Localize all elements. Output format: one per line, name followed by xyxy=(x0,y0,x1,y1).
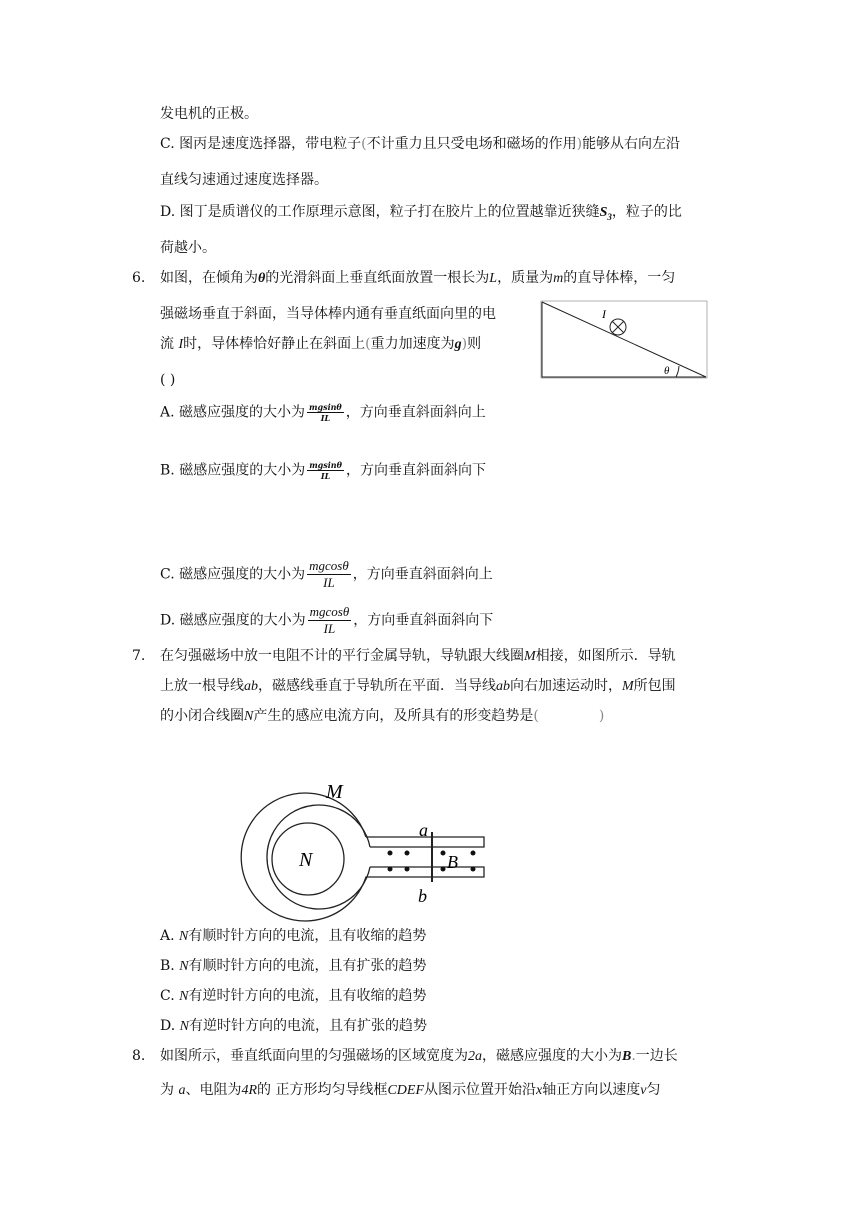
text-segment: 磁感应强度的大小为 xyxy=(179,404,306,421)
coil-m-label: M xyxy=(326,781,343,803)
fraction-denominator: IL xyxy=(323,575,335,590)
text-segment: 产生的感应电流方向，及所具有的形变趋势是 xyxy=(253,708,534,724)
question-number: 7. xyxy=(132,648,146,664)
field-dot xyxy=(405,867,410,872)
text-segment: ，粒子的比 xyxy=(611,204,682,220)
field-dot xyxy=(388,867,393,872)
symbol-ab: ab xyxy=(496,679,510,694)
text-segment: 有顺时针方向的电流，且有收缩的趋势 xyxy=(188,928,427,944)
symbol-g: g xyxy=(454,337,462,352)
symbol-m: m xyxy=(553,271,564,286)
text-segment: 一边长 xyxy=(635,1048,678,1064)
fraction xyxy=(307,460,344,481)
question-number: 6. xyxy=(132,270,146,286)
paren-mark: . xyxy=(631,1048,636,1064)
text-segment: ，方向垂直斜面斜向上 xyxy=(345,404,486,421)
symbol-v: v xyxy=(640,1083,647,1098)
text-segment: ，磁感应强度的大小为 xyxy=(482,1048,622,1064)
text-segment: 的直导体棒，一匀 xyxy=(563,270,676,286)
symbol-n: N xyxy=(179,989,189,1004)
option-c xyxy=(160,558,493,591)
paren-open: ( xyxy=(361,136,367,152)
symbol-n: N xyxy=(179,1019,189,1034)
text-segment: 磁感应强度的大小为 xyxy=(179,612,306,629)
text-segment: 在匀强磁场中放一电阻不计的平行金属导轨，导轨跟大线圈 xyxy=(160,648,524,664)
paren-close: ) xyxy=(576,136,583,152)
fraction xyxy=(308,604,352,637)
coil-n-label: N xyxy=(299,849,313,871)
text-segment: 有逆时针方向的电流，且有收缩的趋势 xyxy=(188,988,427,1004)
answer-blank: ( ) xyxy=(160,372,176,388)
symbol-b: B xyxy=(622,1049,632,1064)
text-segment: 向右加速运动时， xyxy=(510,678,622,694)
field-dot xyxy=(471,867,476,872)
text-segment: D. 图丁是质谱仪的工作原理示意图，粒子打在胶片上的位置越靠近狭缝 xyxy=(160,204,600,220)
text-segment: 如图所示，垂直纸面向里的匀强磁场的区域宽度为 xyxy=(160,1048,468,1064)
paren-open: ( xyxy=(533,708,539,724)
symbol-x: x xyxy=(536,1083,543,1098)
text-segment: 有逆时针方向的电流，且有扩张的趋势 xyxy=(188,1018,427,1034)
text-segment: 如图，在倾角为 xyxy=(160,270,258,286)
text-segment: 、电阻为 xyxy=(185,1082,242,1098)
q8-line1 xyxy=(160,1046,678,1067)
fraction-denominator: IL xyxy=(323,621,336,636)
option-label: D. xyxy=(160,1018,176,1034)
coil-rail-figure xyxy=(240,778,488,926)
fraction xyxy=(307,402,344,423)
text-segment: 流 xyxy=(160,336,174,352)
text-segment: 所包围 xyxy=(633,678,676,694)
option-label: D. xyxy=(160,612,176,629)
angle-arc xyxy=(676,366,679,377)
q8-line2 xyxy=(160,1080,660,1101)
text-segment: 直线匀速通过速度选择器。 xyxy=(160,172,328,188)
symbol-a: a xyxy=(178,1083,186,1098)
symbol-l: L xyxy=(489,271,498,286)
text-segment: ，方向垂直斜面斜向下 xyxy=(353,612,494,629)
symbol-i: I xyxy=(178,337,184,352)
text-segment: ，质量为 xyxy=(497,270,554,286)
label-b: b xyxy=(418,886,427,906)
field-b-label: B xyxy=(447,852,458,872)
q6-line1 xyxy=(160,268,675,289)
option-label: B. xyxy=(160,958,175,974)
text-segment: 为 xyxy=(160,1082,174,1098)
option-c-line2 xyxy=(160,170,328,190)
option-d-line1 xyxy=(160,202,682,227)
text-segment: 的光滑斜面上垂直纸面放置一根长为 xyxy=(265,270,490,286)
symbol-n: N xyxy=(179,959,189,974)
incline-figure xyxy=(540,300,710,382)
option-a xyxy=(160,402,486,423)
option-label: B. xyxy=(160,462,175,479)
text-segment: 荷越小。 xyxy=(160,240,216,256)
paren-open: ( xyxy=(365,336,371,352)
option-d xyxy=(160,1016,427,1037)
option-label: C. xyxy=(160,988,175,1004)
option-c-line1 xyxy=(160,134,680,154)
q6-line2 xyxy=(160,304,496,324)
paren-close: ) xyxy=(598,708,605,724)
text-segment: ，磁感线垂直于导轨所在平面．当导线 xyxy=(258,678,496,694)
option-a xyxy=(160,926,426,947)
fraction-denominator: IL xyxy=(320,413,331,423)
option-b xyxy=(160,956,427,977)
text-segment: 时，导体棒恰好静止在斜面上 xyxy=(183,336,366,352)
text-segment: 轴正方向以速度 xyxy=(542,1082,641,1098)
text-segment: 磁感应强度的大小为 xyxy=(179,566,306,583)
option-label: A. xyxy=(160,404,175,421)
symbol-m: M xyxy=(524,649,536,664)
field-dot xyxy=(388,851,393,856)
text-line xyxy=(160,104,258,124)
symbol-s: S xyxy=(599,205,608,220)
symbol-4r: 4R xyxy=(241,1083,258,1098)
text-segment: 发电机的正极。 xyxy=(160,106,258,122)
option-d xyxy=(160,604,493,637)
fraction-denominator: IL xyxy=(320,471,331,481)
text-segment: 不计重力且只受电场和磁场的作用 xyxy=(366,136,577,152)
field-dot xyxy=(405,851,410,856)
field-dot xyxy=(441,851,446,856)
symbol-cdef: CDEF xyxy=(387,1083,425,1098)
current-label: I xyxy=(602,307,606,321)
q7-line3 xyxy=(160,706,604,727)
field-dot xyxy=(441,867,446,872)
incline-triangle xyxy=(542,302,706,377)
field-dot xyxy=(471,851,476,856)
fraction xyxy=(307,558,351,591)
q7-line2 xyxy=(160,676,676,697)
text-segment: ，方向垂直斜面斜向下 xyxy=(345,462,486,479)
fraction-numerator: mgsinθ xyxy=(309,402,342,412)
text-segment: 重力加速度为 xyxy=(370,336,455,352)
option-c xyxy=(160,986,426,1007)
text-segment: C. 图丙是速度选择器，带电粒子 xyxy=(160,136,362,152)
text-segment: 有顺时针方向的电流，且有扩张的趋势 xyxy=(188,958,427,974)
question-number: 8. xyxy=(132,1048,146,1064)
text-segment: 磁感应强度的大小为 xyxy=(179,462,306,479)
fraction-numerator: mgsinθ xyxy=(309,460,342,470)
option-label: A. xyxy=(160,928,175,944)
text-segment: 相接，如图所示．导轨 xyxy=(535,648,676,664)
text-segment: 能够从右向左沿 xyxy=(582,136,681,152)
symbol-subscript: 3 xyxy=(607,211,612,222)
option-b xyxy=(160,460,486,481)
option-label: C. xyxy=(160,566,175,583)
q7-line1 xyxy=(160,646,676,667)
option-d-line2 xyxy=(160,238,216,258)
text-segment: 从图示位置开始沿 xyxy=(424,1082,537,1098)
symbol-n: N xyxy=(244,709,254,724)
paren-close: ) xyxy=(461,336,468,352)
symbol-n: N xyxy=(179,929,189,944)
text-segment: 则 xyxy=(467,336,482,352)
text-segment: 匀 xyxy=(646,1082,661,1098)
text-segment: 上放一根导线 xyxy=(160,678,244,694)
symbol-theta: θ xyxy=(258,271,266,286)
label-a: a xyxy=(419,820,428,840)
fraction-numerator: mgcosθ xyxy=(309,604,350,619)
q6-line3 xyxy=(160,334,481,355)
symbol-2a: 2a xyxy=(468,1049,482,1064)
fraction-numerator: mgcosθ xyxy=(309,558,349,573)
angle-label: θ xyxy=(664,365,670,377)
text-segment: 的小闭合线圈 xyxy=(160,708,244,724)
text-segment: 的 正方形均匀导线框 xyxy=(257,1082,388,1098)
symbol-m: M xyxy=(622,679,634,694)
text-segment: 强磁场垂直于斜面，当导体棒内通有垂直纸面向里的电 xyxy=(160,306,496,322)
text-segment: ，方向垂直斜面斜向上 xyxy=(352,566,493,583)
symbol-ab: ab xyxy=(244,679,258,694)
